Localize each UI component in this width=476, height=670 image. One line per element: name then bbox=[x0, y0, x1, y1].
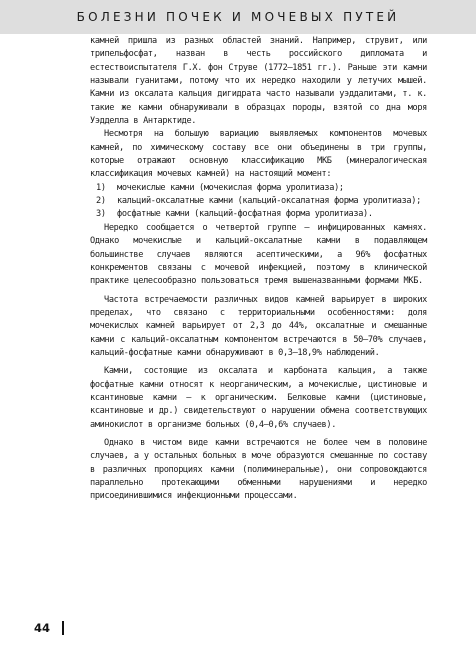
body-text bbox=[90, 35, 427, 504]
list-item-text: мочекислые камни (мочекислая форма уролитиаза); bbox=[117, 182, 344, 193]
paragraph-mixed-stones: Однако в чистом виде камни встречаются не более чем в половине случаев, а у остальных больных в моче образуются смешанные по составу в различных пропорциях камни (полиминеральные), они сопровождаются параллельно протекающими обменными нарушениями и нередко присоединившимися инфекционными процессами. bbox=[90, 437, 427, 502]
list-item-text: кальций-оксалатные камни (кальций-оксалатная форма уролитиаза); bbox=[117, 196, 421, 207]
list-item-number: 2) bbox=[96, 196, 106, 207]
list-item-text: фосфатные камни (кальций-фосфатная форма уролитиаза). bbox=[117, 209, 373, 220]
list-item-number: 1) bbox=[96, 182, 106, 193]
paragraph-organic-inorganic: Камни, состоящие из оксалата и карбоната кальция, а также фосфатные камни относят к неорганическим, а мочекислые, цистиновые и ксантиновые камни — к органическим. Белковые камни (цистиновые, ксантиновые и др.) свидетельствуют о нарушении обмена соответствующих аминокислот в организме больных (0,4–0,6% случаев). bbox=[90, 366, 427, 430]
page-number: 44 bbox=[34, 621, 51, 635]
list-item-number: 3) bbox=[96, 209, 106, 220]
paragraph-continuation: камней пришла из разных областей знаний. Например, струвит, или трипельфосфат, назван в честь российского дипломата и естествоиспытателя Г.Х. фон Струве (1772–1851 гг.). Раньше эти камни называли гуанитами, потому что их нередко находили у летучих мышей. Камни из оксалата кальция дигидрата часто называли уэддалитами, т. к. такие же камни обнаруживали в образцах породы, взятой со дна моря Уэдделла в Антарктиде. bbox=[90, 36, 427, 127]
list-item bbox=[90, 208, 427, 221]
running-title: БОЛЕЗНИ ПОЧЕК И МОЧЕВЫХ ПУТЕЙ bbox=[76, 10, 400, 24]
list-item bbox=[90, 182, 427, 195]
classification-list bbox=[90, 182, 427, 222]
page-number-divider bbox=[62, 621, 64, 635]
paragraph-fourth-group: Нередко сообщается о четвертой группе — инфицированных камнях. Однако мочекислые и кальций-оксалатные камни в подавляющем большинстве случаев являются асептическими, а 96% фосфатных конкрементов связаны с мочевой инфекцией, поэтому в клинической практике целесообразно пользоваться тремя вышеназванными формами МКБ. bbox=[90, 222, 427, 287]
list-item bbox=[90, 195, 427, 208]
paragraph-frequency: Частота встречаемости различных видов камней варьирует в широких пределах, что связано с территориальными особенностями: доля мочекислых камней варьирует от 2,3 до 44%, оксалатные и смешанные камни с кальций-оксалатным компонентом встречаются в 50–70% случаев, кальций-фосфатные камни обнаруживают в 0,3–18,9% наблюдений. bbox=[90, 294, 427, 358]
paragraph-classification-intro: Несмотря на большую вариацию выявляемых компонентов мочевых камней, по химическому составу все они объединены в три группы, которые отражают основную классификацию МКБ (минералогическая классификация мочевых камней) на настоящий момент: bbox=[90, 129, 427, 180]
